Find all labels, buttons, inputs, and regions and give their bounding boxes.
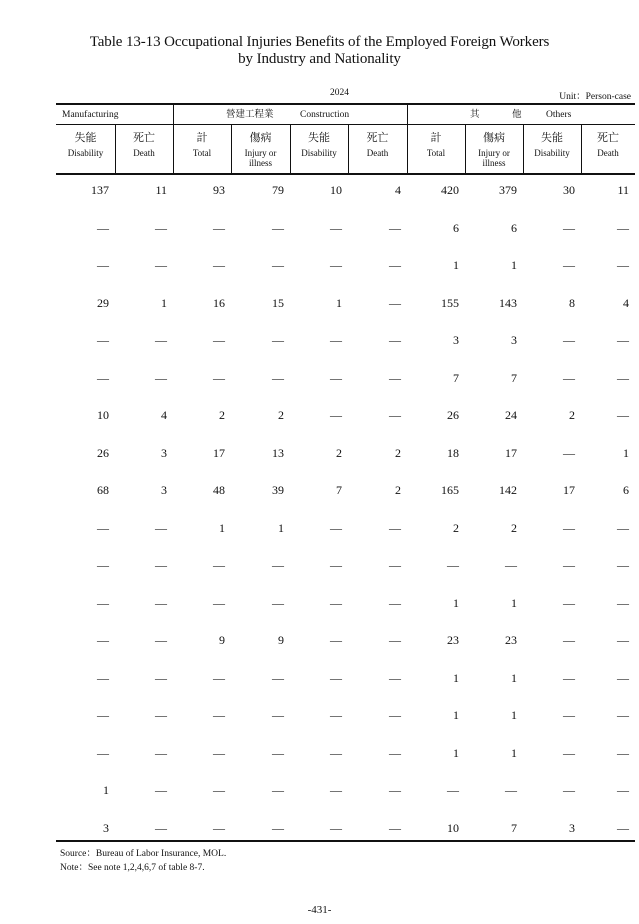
column-header-zh: 失能 bbox=[541, 132, 563, 144]
table-cell: — bbox=[272, 370, 284, 385]
column-header bbox=[465, 132, 523, 168]
table-cell: — bbox=[330, 633, 342, 647]
table-cell: — bbox=[389, 220, 401, 235]
table-cell: 18 bbox=[447, 445, 459, 460]
column-header bbox=[56, 132, 115, 158]
table-cell: 3 bbox=[161, 483, 167, 497]
group-header-others-zh2: 他 bbox=[512, 110, 522, 120]
header-bottom-rule bbox=[56, 173, 635, 175]
column-header-zh: 失能 bbox=[74, 132, 97, 144]
table-cell: 6 bbox=[511, 220, 517, 235]
column-header-zh: 死亡 bbox=[366, 132, 389, 144]
column-header-en: Disability bbox=[301, 148, 337, 158]
table-cell: 68 bbox=[97, 483, 109, 497]
table-cell: — bbox=[617, 370, 629, 385]
table-cell: 7 bbox=[453, 370, 459, 385]
table-cell: — bbox=[155, 258, 167, 272]
table-cell: — bbox=[617, 820, 629, 835]
table-cell: 2 bbox=[278, 408, 284, 422]
table-cell: 9 bbox=[219, 633, 225, 647]
table-cell: 420 bbox=[441, 183, 459, 197]
table-cell: — bbox=[389, 783, 401, 797]
table-cell: — bbox=[563, 333, 575, 347]
table-cell: — bbox=[505, 783, 517, 797]
table-cell: — bbox=[389, 520, 401, 535]
table-cell: — bbox=[213, 258, 225, 272]
table-cell: — bbox=[447, 783, 459, 797]
table-cell: — bbox=[617, 745, 629, 760]
table-cell: — bbox=[389, 370, 401, 385]
column-header-en: Death bbox=[133, 148, 155, 158]
table-cell: 6 bbox=[623, 483, 629, 497]
table-cell: 15 bbox=[272, 295, 284, 310]
table-cell: 1 bbox=[161, 295, 167, 310]
table-cell: 48 bbox=[213, 483, 225, 497]
table-cell: 137 bbox=[91, 183, 109, 197]
table-cell: — bbox=[505, 558, 517, 572]
column-header-zh: 計 bbox=[196, 132, 208, 144]
table-cell: — bbox=[563, 520, 575, 535]
table-cell: — bbox=[330, 820, 342, 835]
table-cell: — bbox=[617, 220, 629, 235]
table-cell: — bbox=[389, 595, 401, 610]
table-cell: 4 bbox=[161, 408, 167, 422]
table-cell: — bbox=[155, 633, 167, 647]
table-cell: 10 bbox=[330, 183, 342, 197]
table-cell: — bbox=[272, 333, 284, 347]
table-cell: 4 bbox=[623, 295, 629, 310]
table-cell: — bbox=[563, 708, 575, 722]
table-cell: 11 bbox=[617, 183, 629, 197]
table-cell: 1 bbox=[511, 745, 517, 760]
table-cell: 142 bbox=[499, 483, 517, 497]
table-cell: — bbox=[272, 708, 284, 722]
table-cell: 1 bbox=[453, 595, 459, 610]
table-cell: — bbox=[563, 258, 575, 272]
column-header-zh: 傷病 bbox=[483, 132, 505, 144]
column-header bbox=[348, 132, 407, 158]
table-cell: 93 bbox=[213, 183, 225, 197]
table-cell: 9 bbox=[278, 633, 284, 647]
table-cell: — bbox=[97, 220, 109, 235]
column-header-zh: 失能 bbox=[308, 132, 330, 144]
table-cell: 1 bbox=[103, 783, 109, 797]
table-cell: 23 bbox=[447, 633, 459, 647]
table-cell: — bbox=[563, 670, 575, 685]
table-cell: 1 bbox=[511, 595, 517, 610]
table-cell: 79 bbox=[272, 183, 284, 197]
column-header bbox=[173, 132, 231, 158]
table-cell: — bbox=[389, 558, 401, 572]
table-cell: — bbox=[563, 595, 575, 610]
table-cell: — bbox=[97, 333, 109, 347]
table-cell: — bbox=[155, 370, 167, 385]
table-cell: — bbox=[155, 783, 167, 797]
table-cell: — bbox=[389, 633, 401, 647]
table-cell: — bbox=[330, 783, 342, 797]
column-header-en: Total bbox=[426, 148, 446, 158]
table-cell: 2 bbox=[569, 408, 575, 422]
page-number: -431- bbox=[307, 904, 332, 916]
table-cell: 3 bbox=[453, 333, 459, 347]
top-rule bbox=[56, 103, 635, 105]
table-cell: — bbox=[563, 745, 575, 760]
table-cell: 4 bbox=[395, 183, 401, 197]
table-cell: — bbox=[617, 670, 629, 685]
table-cell: — bbox=[447, 558, 459, 572]
table-cell: — bbox=[330, 558, 342, 572]
table-cell: 24 bbox=[505, 408, 517, 422]
table-cell: 2 bbox=[395, 445, 401, 460]
table-cell: — bbox=[272, 258, 284, 272]
table-cell: 10 bbox=[97, 408, 109, 422]
table-cell: 17 bbox=[213, 445, 225, 460]
table-cell: — bbox=[272, 558, 284, 572]
column-header-zh: 計 bbox=[430, 132, 442, 144]
table-cell: 1 bbox=[453, 745, 459, 760]
unit-label: Unit：Person-case bbox=[559, 92, 631, 102]
table-cell: 2 bbox=[336, 445, 342, 460]
table-cell: — bbox=[97, 370, 109, 385]
table-cell: — bbox=[155, 333, 167, 347]
group-header-others-zh1: 其 bbox=[470, 110, 480, 120]
column-header bbox=[231, 132, 290, 168]
bottom-rule bbox=[56, 840, 635, 842]
column-header-en: Death bbox=[597, 148, 619, 158]
table-cell: 2 bbox=[219, 408, 225, 422]
table-cell: 26 bbox=[447, 408, 459, 422]
table-cell: — bbox=[330, 370, 342, 385]
table-cell: — bbox=[272, 820, 284, 835]
table-cell: — bbox=[330, 745, 342, 760]
column-header-en: Death bbox=[366, 148, 389, 158]
table-cell: — bbox=[617, 595, 629, 610]
table-cell: — bbox=[155, 708, 167, 722]
table-cell: — bbox=[213, 820, 225, 835]
table-cell: 2 bbox=[511, 520, 517, 535]
table-cell: 1 bbox=[511, 670, 517, 685]
column-header-zh: 死亡 bbox=[597, 132, 619, 144]
table-cell: — bbox=[389, 258, 401, 272]
table-cell: — bbox=[155, 220, 167, 235]
table-cell: 3 bbox=[569, 820, 575, 835]
table-cell: 155 bbox=[441, 295, 459, 310]
table-cell: — bbox=[563, 633, 575, 647]
table-cell: 2 bbox=[395, 483, 401, 497]
table-cell: — bbox=[563, 558, 575, 572]
table-cell: 17 bbox=[563, 483, 575, 497]
table-cell: — bbox=[617, 708, 629, 722]
table-cell: — bbox=[617, 333, 629, 347]
table-cell: 1 bbox=[219, 520, 225, 535]
table-cell: 26 bbox=[97, 445, 109, 460]
table-cell: — bbox=[213, 708, 225, 722]
table-cell: 3 bbox=[511, 333, 517, 347]
group-header-others-en: Others bbox=[546, 110, 572, 120]
table-cell: 23 bbox=[505, 633, 517, 647]
column-header-zh: 死亡 bbox=[133, 132, 155, 144]
table-cell: 165 bbox=[441, 483, 459, 497]
table-cell: 3 bbox=[161, 445, 167, 460]
table-cell: — bbox=[272, 783, 284, 797]
group-header-manufacturing: Manufacturing bbox=[62, 110, 119, 120]
general-note: Note：See note 1,2,4,6,7 of table 8-7. bbox=[60, 863, 205, 873]
table-cell: — bbox=[272, 220, 284, 235]
table-cell: — bbox=[213, 670, 225, 685]
group-rule bbox=[56, 124, 635, 125]
table-cell: — bbox=[330, 595, 342, 610]
table-cell: 10 bbox=[447, 820, 459, 835]
table-cell: — bbox=[330, 708, 342, 722]
table-cell: — bbox=[272, 595, 284, 610]
table-cell: — bbox=[97, 745, 109, 760]
table-cell: 2 bbox=[453, 520, 459, 535]
table-cell: 16 bbox=[213, 295, 225, 310]
table-cell: 1 bbox=[453, 258, 459, 272]
table-cell: 29 bbox=[97, 295, 109, 310]
table-cell: — bbox=[389, 708, 401, 722]
table-cell: — bbox=[330, 670, 342, 685]
table-cell: — bbox=[389, 295, 401, 310]
table-cell: — bbox=[97, 595, 109, 610]
table-cell: 1 bbox=[453, 670, 459, 685]
column-header bbox=[581, 132, 635, 158]
table-cell: — bbox=[617, 258, 629, 272]
table-cell: — bbox=[389, 820, 401, 835]
table-cell: — bbox=[330, 220, 342, 235]
table-cell: 7 bbox=[336, 483, 342, 497]
column-header bbox=[523, 132, 581, 158]
column-header-en: Injury or illness bbox=[478, 148, 510, 168]
column-header bbox=[290, 132, 348, 158]
table-cell: 13 bbox=[272, 445, 284, 460]
source-note: Source：Bureau of Labor Insurance, MOL. bbox=[60, 849, 227, 859]
table-cell: — bbox=[617, 558, 629, 572]
table-cell: — bbox=[617, 783, 629, 797]
table-cell: — bbox=[389, 745, 401, 760]
table-cell: — bbox=[272, 670, 284, 685]
table-cell: 17 bbox=[505, 445, 517, 460]
table-cell: — bbox=[213, 783, 225, 797]
table-cell: 8 bbox=[569, 295, 575, 310]
table-cell: — bbox=[330, 258, 342, 272]
table-cell: — bbox=[213, 745, 225, 760]
table-cell: — bbox=[563, 445, 575, 460]
table-cell: — bbox=[97, 558, 109, 572]
table-cell: 1 bbox=[278, 520, 284, 535]
table-cell: — bbox=[155, 558, 167, 572]
table-cell: 1 bbox=[511, 258, 517, 272]
table-cell: — bbox=[155, 520, 167, 535]
year-label: 2024 bbox=[330, 88, 349, 98]
table-cell: 1 bbox=[453, 708, 459, 722]
table-cell: — bbox=[155, 745, 167, 760]
table-cell: 39 bbox=[272, 483, 284, 497]
column-header-zh: 傷病 bbox=[249, 132, 272, 144]
table-cell: — bbox=[213, 333, 225, 347]
table-cell: — bbox=[97, 708, 109, 722]
table-cell: 6 bbox=[453, 220, 459, 235]
table-title-line1: Table 13-13 Occupational Injuries Benefits of the Employed Foreign Workers bbox=[89, 34, 550, 50]
column-header-en: Disability bbox=[67, 148, 104, 158]
table-cell: 1 bbox=[336, 295, 342, 310]
table-cell: — bbox=[330, 408, 342, 422]
table-cell: — bbox=[213, 220, 225, 235]
table-cell: 7 bbox=[511, 820, 517, 835]
table-cell: — bbox=[617, 520, 629, 535]
table-title-line2: by Industry and Nationality bbox=[238, 51, 401, 67]
table-cell: — bbox=[563, 783, 575, 797]
table-cell: — bbox=[330, 333, 342, 347]
table-cell: — bbox=[563, 370, 575, 385]
table-cell: — bbox=[97, 258, 109, 272]
table-cell: — bbox=[213, 370, 225, 385]
table-cell: 30 bbox=[563, 183, 575, 197]
table-cell: 3 bbox=[103, 820, 109, 835]
table-cell: 7 bbox=[511, 370, 517, 385]
column-header bbox=[115, 132, 173, 158]
table-cell: — bbox=[563, 220, 575, 235]
table-cell: — bbox=[389, 408, 401, 422]
table-cell: 143 bbox=[499, 295, 517, 310]
column-header bbox=[407, 132, 465, 158]
table-cell: — bbox=[617, 408, 629, 422]
table-cell: — bbox=[330, 520, 342, 535]
table-cell: — bbox=[97, 520, 109, 535]
table-cell: 11 bbox=[155, 183, 167, 197]
table-cell: 379 bbox=[499, 183, 517, 197]
table-cell: — bbox=[155, 595, 167, 610]
group-header-construction-zh: 營建工程業 bbox=[226, 110, 274, 120]
table-cell: — bbox=[617, 633, 629, 647]
column-header-en: Injury or illness bbox=[244, 148, 277, 168]
table-cell: — bbox=[389, 333, 401, 347]
group-header-construction-en: Construction bbox=[300, 110, 350, 120]
table-cell: — bbox=[213, 558, 225, 572]
table-cell: 1 bbox=[511, 708, 517, 722]
table-cell: — bbox=[389, 670, 401, 685]
table-cell: — bbox=[155, 820, 167, 835]
column-header-en: Total bbox=[192, 148, 212, 158]
table-cell: — bbox=[272, 745, 284, 760]
table-cell: — bbox=[155, 670, 167, 685]
table-cell: 1 bbox=[623, 445, 629, 460]
table-cell: — bbox=[97, 633, 109, 647]
table-cell: — bbox=[213, 595, 225, 610]
column-header-en: Disability bbox=[534, 148, 570, 158]
table-cell: — bbox=[97, 670, 109, 685]
